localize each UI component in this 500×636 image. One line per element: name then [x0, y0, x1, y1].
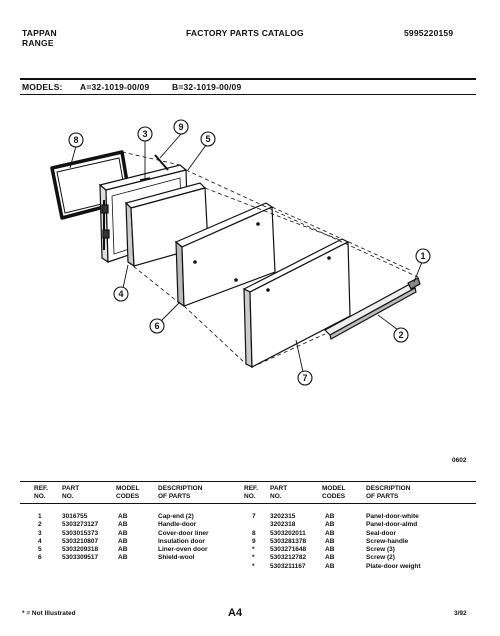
callout-7: 7: [302, 373, 308, 383]
table-cell: Shield-wool: [158, 554, 195, 562]
table-cell: Panel-door-white: [366, 513, 419, 520]
left-part-column: [62, 513, 98, 563]
callout-8: 8: [73, 135, 79, 145]
figure-code: 0602: [452, 457, 467, 464]
table-cell: 1: [38, 513, 42, 520]
table-cell: AB: [325, 554, 335, 562]
header-ref-no-right: REF. NO.: [244, 485, 259, 500]
table-cell: AB: [325, 546, 335, 554]
header-description-left: DESCRIPTION OF PARTS: [158, 485, 203, 500]
header-ref-no-left: REF. NO.: [34, 485, 49, 500]
table-cell: 5303202011: [270, 529, 306, 537]
right-desc-column: [366, 513, 421, 571]
table-cell: AB: [325, 513, 335, 520]
table-cell: 2: [38, 521, 42, 529]
table-cell: 5303210807: [62, 537, 99, 545]
table-cell: Panel-door-almd: [366, 521, 418, 529]
table-cell: Seal-door: [366, 529, 396, 537]
header-description-right: DESCRIPTION OF PARTS: [366, 485, 411, 500]
table-cell: 5303271648: [270, 546, 307, 554]
table-cell: 3016755: [62, 513, 88, 520]
table-cell: AB: [118, 537, 128, 545]
table-cell: AB: [118, 513, 128, 520]
table-cell: 5303273127: [62, 521, 99, 529]
page-number: A4: [228, 607, 243, 619]
left-ref-column: [38, 513, 42, 563]
table-cell: *: [252, 562, 255, 570]
callout-6: 6: [154, 321, 160, 331]
table-cell: AB: [118, 546, 128, 554]
table-cell: Liner-oven door: [158, 546, 208, 554]
table-cell: AB: [325, 529, 335, 537]
table-cell: Insulation door: [158, 537, 205, 545]
right-code-column: [325, 513, 334, 571]
table-cell: Screw (3): [366, 546, 395, 554]
table-cell: Screw-handle: [366, 537, 409, 545]
table-cell: 3202318: [270, 521, 296, 529]
table-cell: 5303212782: [270, 554, 307, 562]
brand-name: TAPPAN: [22, 28, 57, 38]
callout-3: 3: [142, 129, 148, 139]
header-model-codes-left: MODEL CODES: [116, 485, 140, 500]
callout-1: 1: [420, 251, 426, 261]
revision-date: 3/92: [454, 610, 467, 617]
callout-9: 9: [178, 122, 184, 132]
table-cell: [252, 521, 256, 529]
table-cell: AB: [118, 529, 128, 537]
table-cell: AB: [325, 521, 335, 529]
catalog-title: FACTORY PARTS CATALOG: [186, 28, 304, 38]
catalog-number: 5995220159: [404, 28, 454, 38]
table-cell: Plate-door weight: [366, 562, 421, 570]
table-cell: 3: [38, 529, 42, 537]
header-part-no-left: PART NO.: [62, 485, 80, 500]
table-header-rule: [20, 503, 476, 504]
table-cell: AB: [118, 521, 128, 529]
callout-5: 5: [205, 134, 211, 144]
table-cell: 5303209318: [62, 546, 99, 554]
table-cell: *: [252, 554, 255, 562]
table-cell: Handle-door: [158, 521, 197, 529]
table-cell: 5: [38, 546, 42, 554]
header-model-codes-right: MODEL CODES: [322, 485, 346, 500]
models-label: MODELS:: [22, 82, 63, 92]
table-cell: Cap-end (2): [158, 513, 194, 520]
table-cell: Screw (2): [366, 554, 395, 562]
left-code-column: [118, 513, 127, 563]
callout-2: 2: [398, 330, 404, 340]
table-cell: AB: [325, 562, 335, 570]
table-cell: 5303211167: [270, 562, 306, 570]
table-cell: 3202315: [270, 513, 296, 520]
table-top-rule: [20, 481, 476, 482]
part-cap-end: [408, 278, 420, 289]
right-ref-column: [252, 513, 256, 571]
table-cell: AB: [118, 554, 128, 562]
product-type: RANGE: [22, 38, 54, 48]
part-screw-handle: [155, 155, 168, 170]
table-cell: 6: [38, 554, 42, 562]
table-cell: 5303015373: [62, 529, 99, 537]
table-cell: 5303281378: [270, 537, 307, 545]
table-cell: AB: [325, 537, 335, 545]
table-cell: 4: [38, 537, 42, 545]
table-cell: 7: [252, 513, 256, 520]
model-a: A=32-1019-00/09: [80, 82, 150, 92]
table-cell: 9: [252, 537, 256, 545]
table-cell: 5303309517: [62, 554, 99, 562]
header-part-no-right: PART NO.: [270, 485, 288, 500]
table-cell: 8: [252, 529, 256, 537]
table-cell: *: [252, 546, 255, 554]
not-illustrated-note: * = Not Illustrated: [22, 610, 76, 617]
right-part-column: [270, 513, 306, 571]
callout-4: 4: [118, 289, 124, 299]
left-desc-column: [158, 513, 209, 563]
table-cell: Cover-door liner: [158, 529, 209, 537]
model-b: B=32-1019-00/09: [172, 82, 242, 92]
